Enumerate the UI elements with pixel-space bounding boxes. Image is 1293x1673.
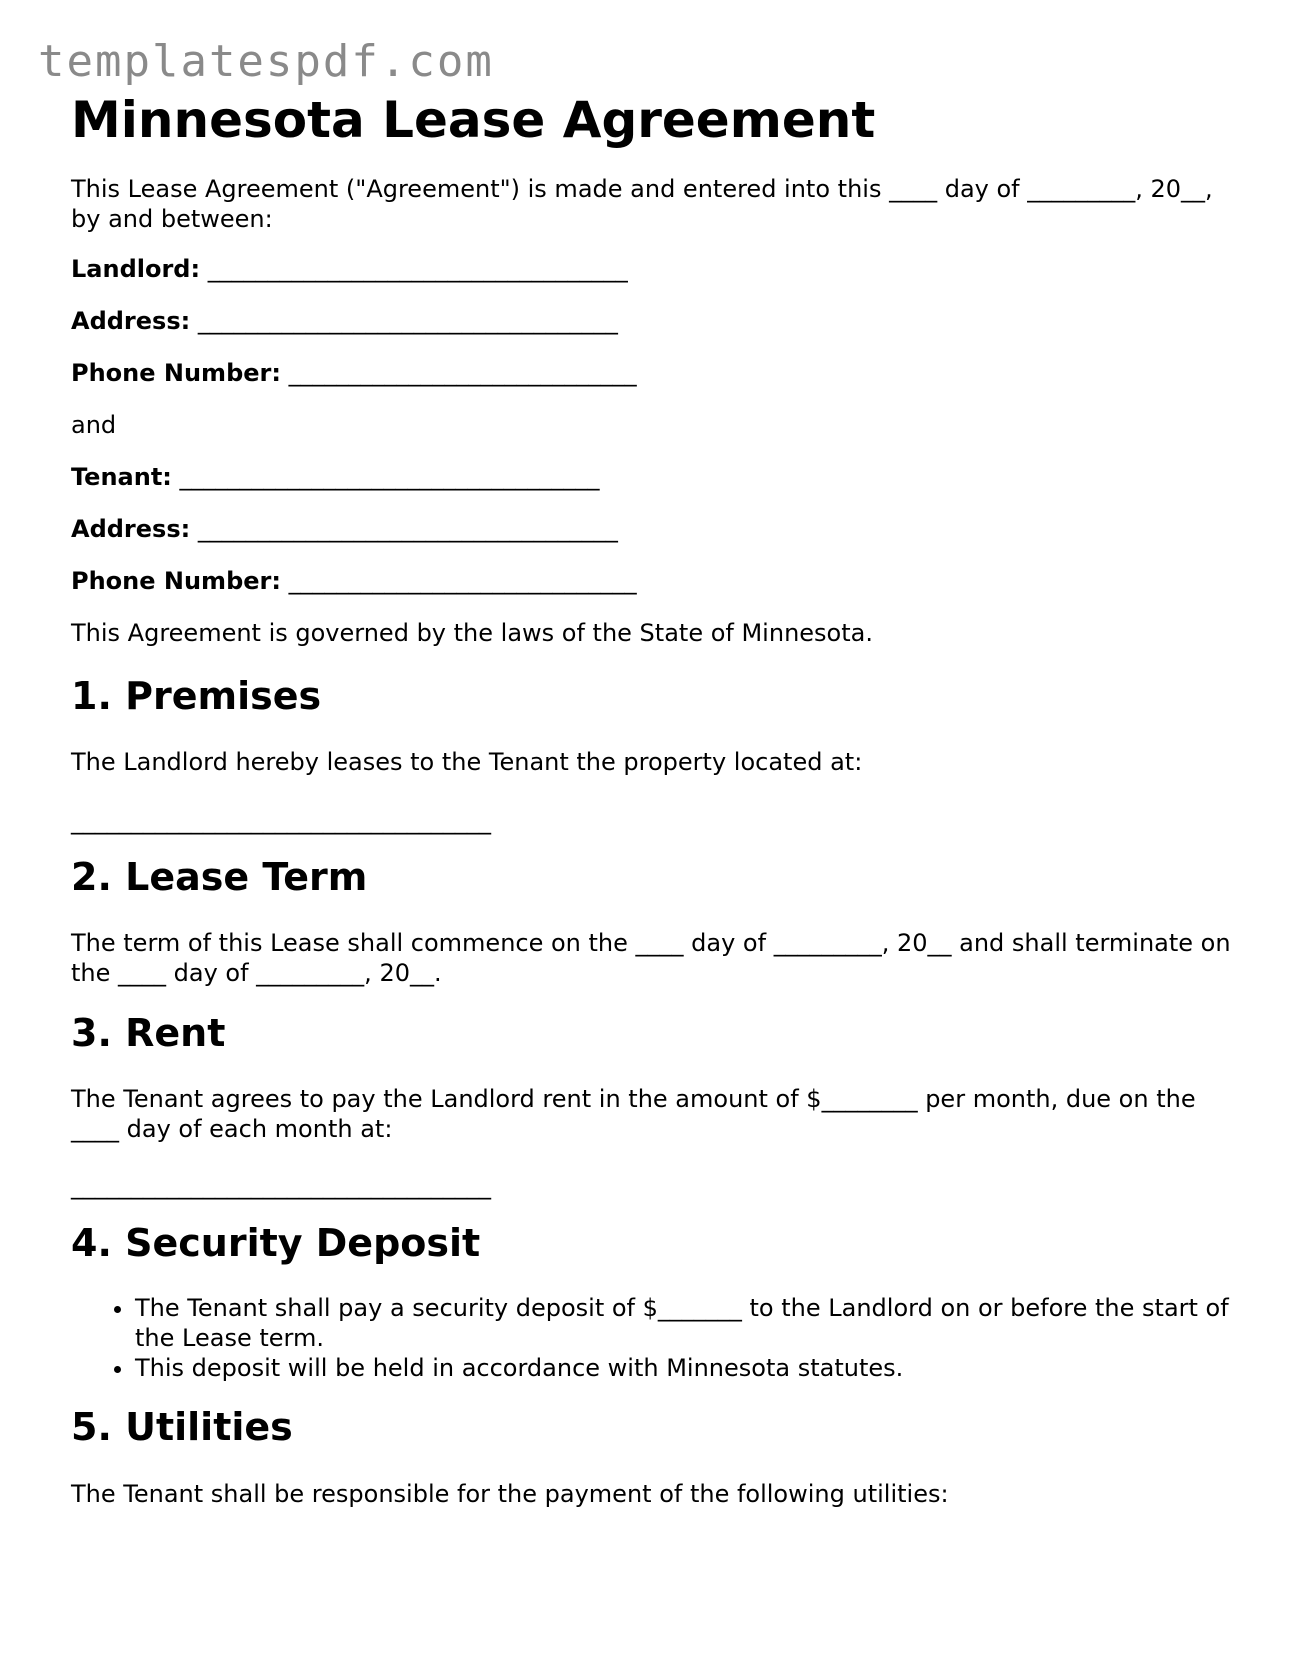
governing-law-text: This Agreement is governed by the laws of the State of Minnesota.: [71, 619, 873, 647]
watermark: templatespdf.com: [38, 36, 494, 87]
section-lease-term-text: The term of this Lease shall commence on the ____ day of _________, 20__ and shall terminate on the ____ day of _________, 20__.: [71, 929, 1231, 987]
tenant-phone-label: Phone Number:: [71, 567, 281, 595]
landlord-address-label: Address:: [71, 307, 191, 335]
section-security-deposit-heading: 4. Security Deposit: [71, 1221, 481, 1265]
tenant-address-blank: ___________________________________: [197, 515, 618, 543]
section-utilities-text: The Tenant shall be responsible for the payment of the following utilities:: [71, 1480, 949, 1508]
section-lease-term-heading: 2. Lease Term: [71, 855, 368, 899]
section-premises-blank: ___________________________________: [71, 807, 491, 835]
and-text: and: [71, 411, 117, 439]
landlord-address-blank: ___________________________________: [197, 307, 618, 335]
intro-paragraph: This Lease Agreement ("Agreement") is made and entered into this ____ day of _________, 20__, by and between:: [71, 175, 1213, 233]
tenant-address-line: [71, 514, 1231, 544]
landlord-name-blank: ___________________________________: [207, 255, 628, 283]
tenant-name-line: [71, 462, 1231, 492]
list-item: • This deposit will be held in accordance with Minnesota statutes.: [135, 1353, 1231, 1383]
tenant-name-label: Tenant:: [71, 463, 172, 491]
section-premises-heading: 1. Premises: [71, 674, 322, 718]
section-premises-text: The Landlord hereby leases to the Tenant the property located at:: [71, 748, 863, 776]
security-deposit-list: [71, 1293, 1231, 1383]
landlord-phone-blank: _____________________________: [288, 359, 637, 387]
document-title: Minnesota Lease Agreement: [71, 91, 876, 149]
section-rent-heading: 3. Rent: [71, 1011, 226, 1055]
tenant-address-label: Address:: [71, 515, 191, 543]
landlord-address-line: [71, 306, 1231, 336]
section-utilities-heading: 5. Utilities: [71, 1405, 293, 1449]
tenant-phone-line: [71, 566, 1231, 596]
landlord-phone-label: Phone Number:: [71, 359, 281, 387]
list-item: • The Tenant shall pay a security deposit of $_______ to the Landlord on or before the start of the Lease term.: [135, 1293, 1231, 1353]
landlord-name-label: Landlord:: [71, 255, 201, 283]
section-rent-blank: ___________________________________: [71, 1172, 491, 1200]
landlord-name-line: [71, 254, 1231, 284]
section-rent-text: The Tenant agrees to pay the Landlord rent in the amount of $________ per month, due on the ____ day of each month at:: [71, 1085, 1196, 1143]
landlord-phone-line: [71, 358, 1231, 388]
tenant-phone-blank: _____________________________: [288, 567, 637, 595]
tenant-name-blank: ___________________________________: [179, 463, 600, 491]
